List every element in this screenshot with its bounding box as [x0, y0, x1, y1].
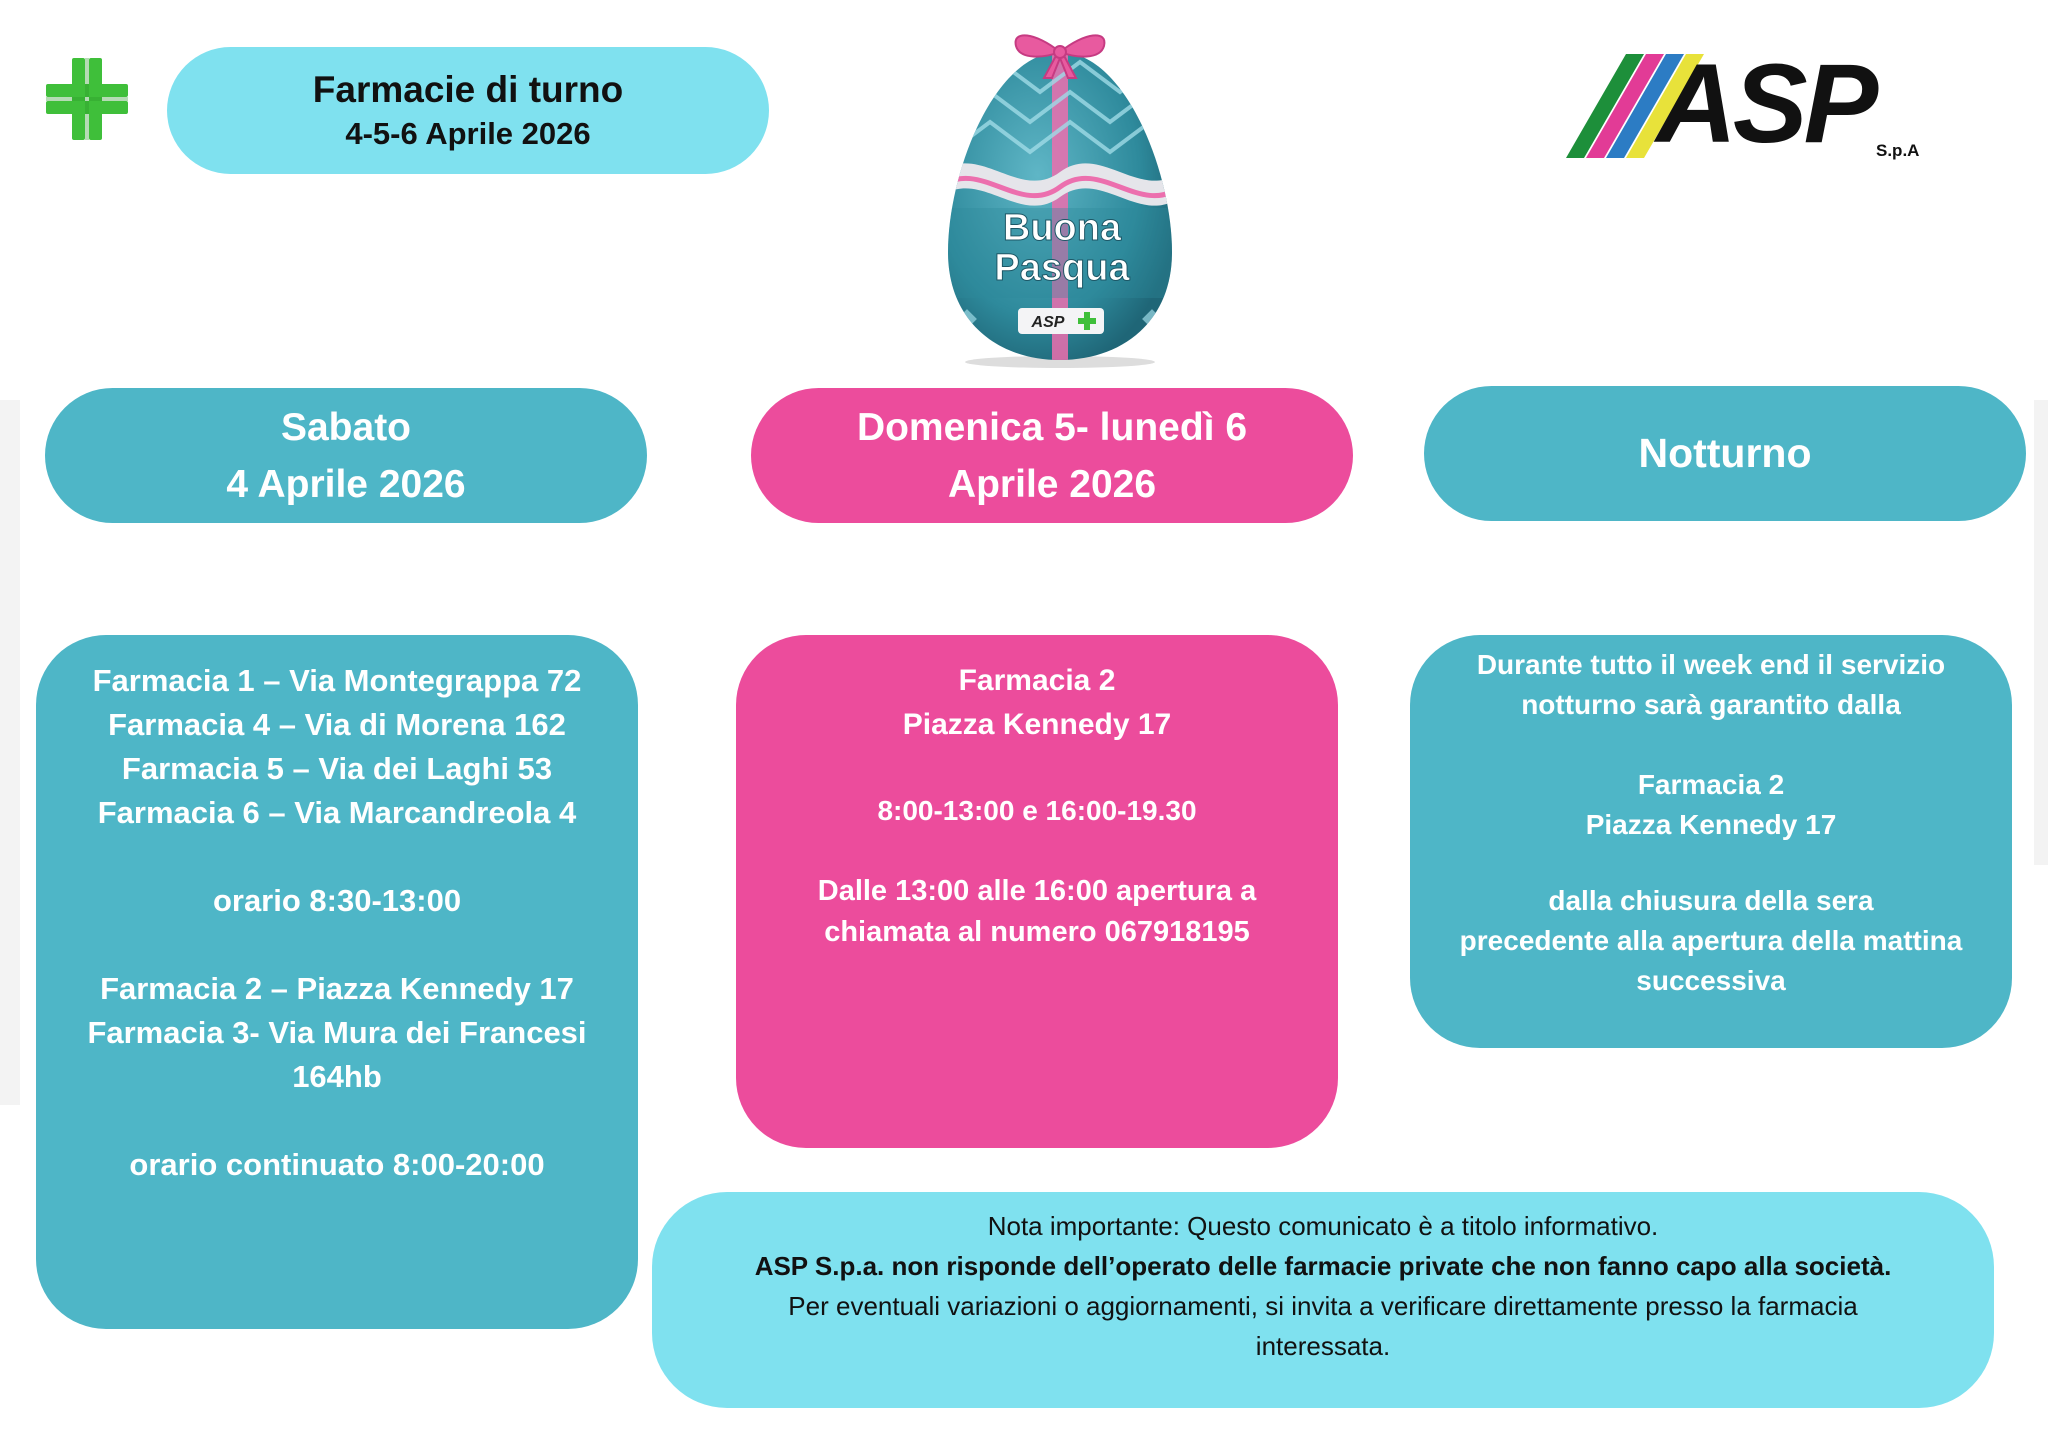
- sunday-pharmacy-name: Farmacia 2: [958, 664, 1116, 697]
- egg-text-buona: Buona: [1002, 207, 1122, 249]
- asp-logo: [1564, 50, 1950, 164]
- saturday-pharmacy-2: Farmacia 2 – Piazza Kennedy 17: [100, 971, 574, 1006]
- night-header: [1424, 386, 2026, 521]
- night-note-line3: successiva: [1636, 965, 1786, 996]
- asp-logo-text: ASP: [1656, 50, 1875, 164]
- saturday-hours-continuous: orario continuato 8:00-20:00: [129, 1147, 545, 1182]
- saturday-title-line2: 4 Aprile 2026: [226, 462, 466, 506]
- saturday-card: [36, 635, 638, 1329]
- sunday-pharmacy-address: Piazza Kennedy 17: [902, 708, 1172, 741]
- sunday-hours: 8:00-13:00 e 16:00-19.30: [877, 795, 1197, 826]
- night-pharmacy-name: Farmacia 2: [1637, 769, 1785, 800]
- night-intro-line1: Durante tutto il week end il servizio: [1476, 649, 1946, 680]
- footer-note-line4: interessata.: [1255, 1331, 1391, 1361]
- saturday-pharmacy-1: Farmacia 1 – Via Montegrappa 72: [92, 663, 582, 698]
- footer-note-line1: Nota importante: Questo comunicato è a titolo informativo.: [987, 1211, 1659, 1241]
- sunday-call-line1: Dalle 13:00 alle 16:00 apertura a: [817, 875, 1257, 907]
- asp-logo-suffix: S.p.A: [1876, 141, 1920, 160]
- night-note-line2: precedente alla apertura della mattina: [1459, 925, 1963, 956]
- left-edge-panel: [0, 400, 20, 1105]
- easter-egg-illustration: [940, 22, 1180, 370]
- sunday-call-line2: chiamata al numero 067918195: [824, 916, 1250, 948]
- night-title: Notturno: [1638, 430, 1812, 476]
- saturday-pharmacy-5: Farmacia 5 – Via dei Laghi 53: [121, 751, 553, 786]
- egg-text-pasqua: Pasqua: [994, 247, 1130, 289]
- footer-note-line3: Per eventuali variazioni o aggiornamenti, si invita a verificare direttamente presso la farmacia: [788, 1291, 1858, 1321]
- egg-badge-text: ASP: [1031, 314, 1065, 331]
- page-subtitle: 4-5-6 Aprile 2026: [345, 115, 591, 151]
- pharmacy-cross-icon: [44, 56, 130, 142]
- saturday-pharmacy-3: Farmacia 3- Via Mura dei Francesi: [87, 1015, 587, 1050]
- night-note-line1: dalla chiusura della sera: [1548, 885, 1874, 916]
- right-edge-panel: [2034, 400, 2048, 865]
- saturday-pharmacy-3-number: 164hb: [292, 1059, 382, 1094]
- night-card: [1410, 635, 2012, 1048]
- sunday-title-line2: Aprile 2026: [947, 462, 1157, 506]
- sunday-header: [751, 388, 1353, 523]
- sunday-title-line1: Domenica 5- lunedì 6: [856, 405, 1248, 449]
- saturday-header: [45, 388, 647, 523]
- saturday-pharmacy-6: Farmacia 6 – Via Marcandreola 4: [97, 795, 577, 830]
- saturday-pharmacy-4: Farmacia 4 – Via di Morena 162: [108, 707, 566, 742]
- footer-note-disclaimer: ASP S.p.a. non risponde dell’operato delle farmacie private che non fanno capo alla società.: [754, 1251, 1892, 1281]
- night-intro-line2: notturno sarà garantito dalla: [1521, 689, 1901, 720]
- night-pharmacy-address: Piazza Kennedy 17: [1585, 809, 1837, 840]
- saturday-title-line1: Sabato: [280, 405, 412, 449]
- sunday-card: [736, 635, 1338, 1148]
- footer-note: [652, 1192, 1994, 1408]
- page-title: Farmacie di turno: [312, 68, 624, 110]
- header-banner: [167, 47, 769, 174]
- saturday-hours-morning: orario 8:30-13:00: [212, 883, 462, 918]
